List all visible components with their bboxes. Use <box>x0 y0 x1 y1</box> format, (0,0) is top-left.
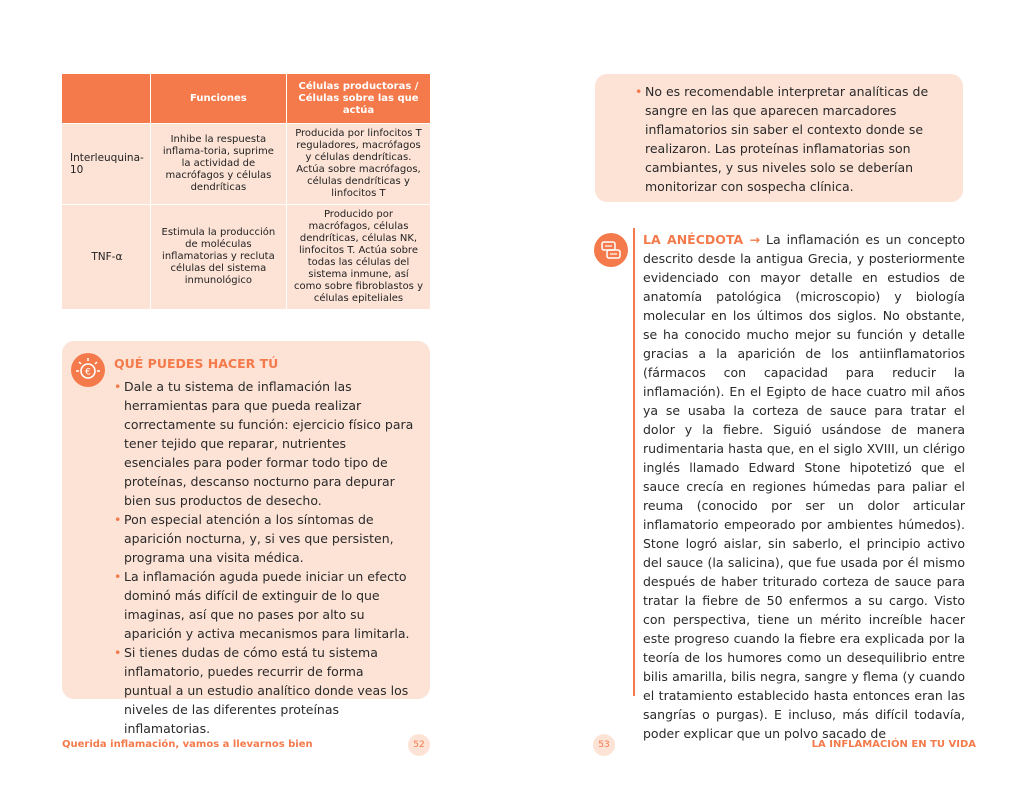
cytokine-table <box>62 74 430 309</box>
right-page <box>512 0 1024 785</box>
table-header-empty <box>62 74 150 124</box>
tip-list <box>114 377 414 738</box>
lightbulb-icon <box>71 353 105 387</box>
table-cell-name: TNF-α <box>62 205 150 310</box>
page-number: 53 <box>593 734 615 756</box>
chat-bubbles-icon <box>594 233 628 267</box>
table-row <box>62 124 430 205</box>
anecdote-rule <box>633 228 635 696</box>
anecdote-title: LA ANÉCDOTA → <box>643 232 760 247</box>
table-header-row <box>62 74 430 124</box>
list-item: • Dale a tu sistema de inflamación las herramientas para que pueda realizar correctamente su función: ejercicio físico para tener tejido que reparar, nutrientes esenciales para poder formar todo tipo de proteínas, descanso nocturno para depurar bien sus productos de desecho. <box>114 377 414 510</box>
table-cell-name: Interleuquina-10 <box>62 124 150 205</box>
table-cell-funciones: Inhibe la respuesta inflama-toria, suprime la actividad de macrófagos y células dendríticas <box>150 124 286 205</box>
table-row <box>62 205 430 310</box>
list-item: • Pon especial atención a los síntomas de aparición nocturna, y, si ves que persisten, programa una visita médica. <box>114 510 414 567</box>
table-cell-funciones: Estimula la producción de moléculas inflamatorias y recluta células del sistema inmunológico <box>150 205 286 310</box>
running-footer-title: Querida inflamación, vamos a llevarnos bien <box>62 739 313 750</box>
anecdote-text: La inflamación es un concepto descrito desde la antigua Grecia, y posteriormente evidenciado con mayor detalle en estudios de anatomía patológica (microscopio) y biología molecular en los últimos dos siglos. No obstante, se ha conocido mucho mejor su función y detalle gracias a la aparición de los antiinflamatorios (fármacos con capacidad para reducir la inflamación). En el Egipto de hace cuatro mil años ya se usaba la corteza de sauce para tratar el dolor y la fiebre. Siguió usándose de manera rudimentaria hasta que, en el siglo XVIII, un clérigo inglés llamado Edward Stone hipotetizó que el sauce crecía en regiones húmedas para paliar el reuma (conocido por ser un dolor articular inflamatorio empeorado por ambientes húmedos). Stone logró aislar, sin saberlo, el principio activo del sauce (la salicina), que fue usada por él mismo después de haber triturado corteza de sauce para tratar la fiebre de 50 enfermos a su cargo. Visto con perspectiva, tiene un mérito increíble hacer este progreso cuando la fiebre era explicada por la teoría de los humores como un desequilibrio entre bilis amarilla, bilis negra, sangre y flema (y cuando el tratamiento establecido hasta entonces eran las sangrías o purgas). E incluso, más difícil todavía, poder explicar que un polvo sacado de <box>643 232 965 741</box>
page-number: 52 <box>408 734 430 756</box>
running-footer-title: LA INFLAMACIÓN EN TU VIDA <box>811 739 976 750</box>
list-item: • La inflamación aguda puede iniciar un efecto dominó más difícil de extinguir de lo que imaginas, así que no pases por alto su aparición y activa mecanismos para limitarla. <box>114 567 414 643</box>
table-header-funciones: Funciones <box>150 74 286 124</box>
table-header-celulas: Células productoras / Células sobre las que actúa <box>286 74 430 124</box>
note-box <box>595 74 963 202</box>
note-list <box>635 82 947 196</box>
anecdote-body <box>643 230 965 743</box>
svg-text:€: € <box>85 367 91 378</box>
list-item: • No es recomendable interpretar analíticas de sangre en las que aparecen marcadores inflamatorios sin saber el contexto donde se realizaron. Las proteínas inflamatorias son cambiantes, y sus niveles solo se deberían monitorizar con sospecha clínica. <box>635 82 947 196</box>
list-item: • Si tienes dudas de cómo está tu sistema inflamatorio, puedes recurrir de forma puntual a un estudio analítico donde veas los niveles de las diferentes proteínas inflamatorias. <box>114 643 414 738</box>
tip-box <box>62 341 430 736</box>
tip-box-title: QUÉ PUEDES HACER TÚ <box>114 356 279 371</box>
table-cell-celulas: Producido por macrófagos, células dendríticas, células NK, linfocitos T. Actúa sobre todas las células del sistema inmune, así como sobre fibroblastos y células epiteliales <box>286 205 430 310</box>
table-cell-celulas: Producida por linfocitos T reguladores, macrófagos y células dendríticas. Actúa sobre macrófagos, células dendríticas y linfocitos T <box>286 124 430 205</box>
